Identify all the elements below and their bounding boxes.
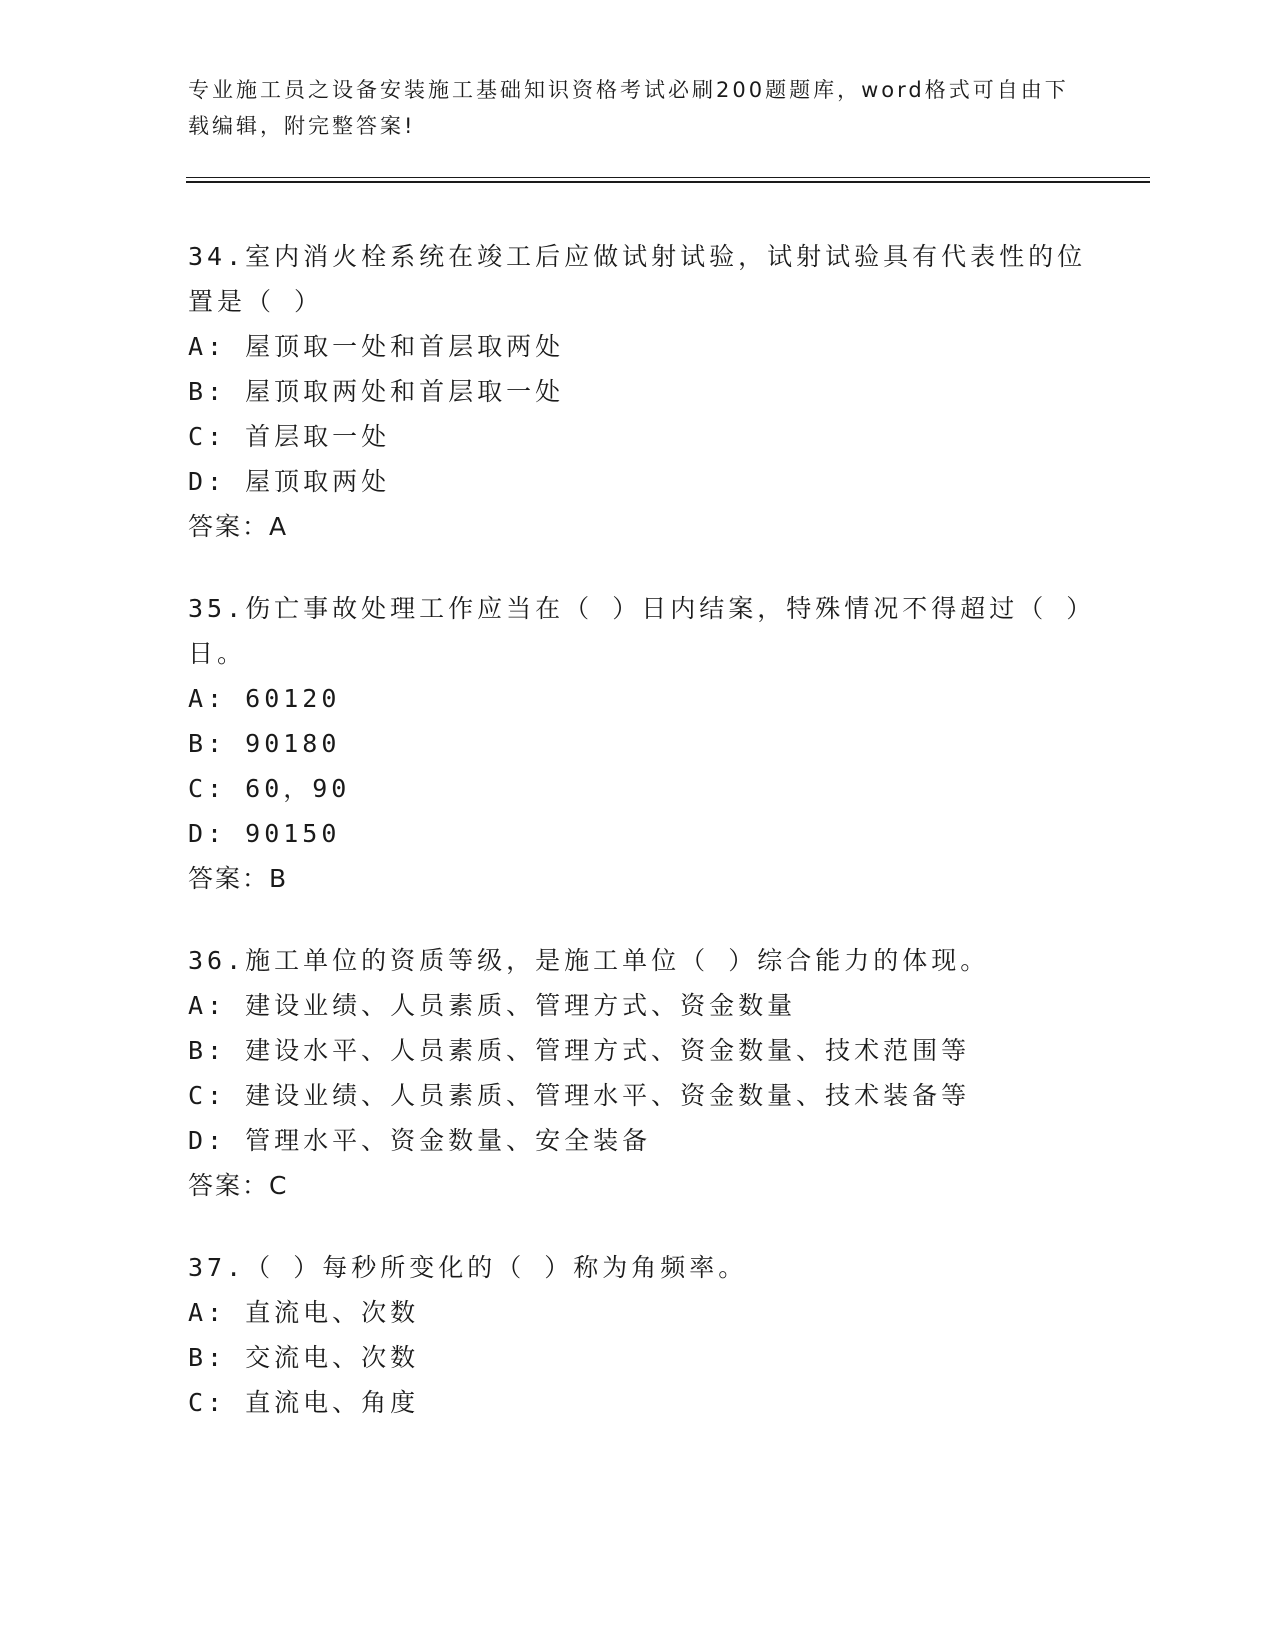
answer-line: 答案：C bbox=[188, 1171, 289, 1200]
question-37 bbox=[188, 1245, 1088, 1425]
header-divider-thin bbox=[186, 177, 1150, 178]
option-a: A: 60120 bbox=[188, 684, 341, 713]
answer-line: 答案：B bbox=[188, 864, 289, 893]
question-stem: 35.伤亡事故处理工作应当在（ ）日内结案，特殊情况不得超过（ ）日。 bbox=[188, 594, 1083, 668]
answer-line: 答案：A bbox=[188, 512, 289, 541]
option-a: A: 屋顶取一处和首层取两处 bbox=[188, 332, 565, 361]
option-b: B: 交流电、次数 bbox=[188, 1343, 420, 1372]
option-b: B: 屋顶取两处和首层取一处 bbox=[188, 377, 565, 406]
option-a: A: 建设业绩、人员素质、管理方式、资金数量 bbox=[188, 991, 797, 1020]
option-a: A: 直流电、次数 bbox=[188, 1298, 420, 1327]
question-stem: 36.施工单位的资质等级，是施工单位（ ）综合能力的体现。 bbox=[188, 946, 990, 975]
document-header: 专业施工员之设备安装施工基础知识资格考试必刷200题题库，word格式可自由下载编辑，附完整答案! bbox=[188, 78, 1069, 138]
option-c: C: 首层取一处 bbox=[188, 422, 391, 451]
option-d: D: 管理水平、资金数量、安全装备 bbox=[188, 1126, 652, 1155]
option-b: B: 建设水平、人员素质、管理方式、资金数量、技术范围等 bbox=[188, 1036, 971, 1065]
header-divider-thick bbox=[186, 181, 1150, 183]
option-d: D: 屋顶取两处 bbox=[188, 467, 391, 496]
option-c: C: 建设业绩、人员素质、管理水平、资金数量、技术装备等 bbox=[188, 1081, 971, 1110]
option-c: C: 60，90 bbox=[188, 774, 351, 803]
option-d: D: 90150 bbox=[188, 819, 341, 848]
question-36 bbox=[188, 938, 1088, 1208]
question-stem: 34.室内消火栓系统在竣工后应做试射试验，试射试验具有代表性的位置是（ ） bbox=[188, 242, 1087, 316]
question-35 bbox=[188, 586, 1088, 901]
option-c: C: 直流电、角度 bbox=[188, 1388, 420, 1417]
question-34 bbox=[188, 234, 1088, 549]
option-b: B: 90180 bbox=[188, 729, 341, 758]
question-list bbox=[188, 234, 1088, 1462]
question-stem: 37.（ ）每秒所变化的（ ）称为角频率。 bbox=[188, 1253, 748, 1282]
